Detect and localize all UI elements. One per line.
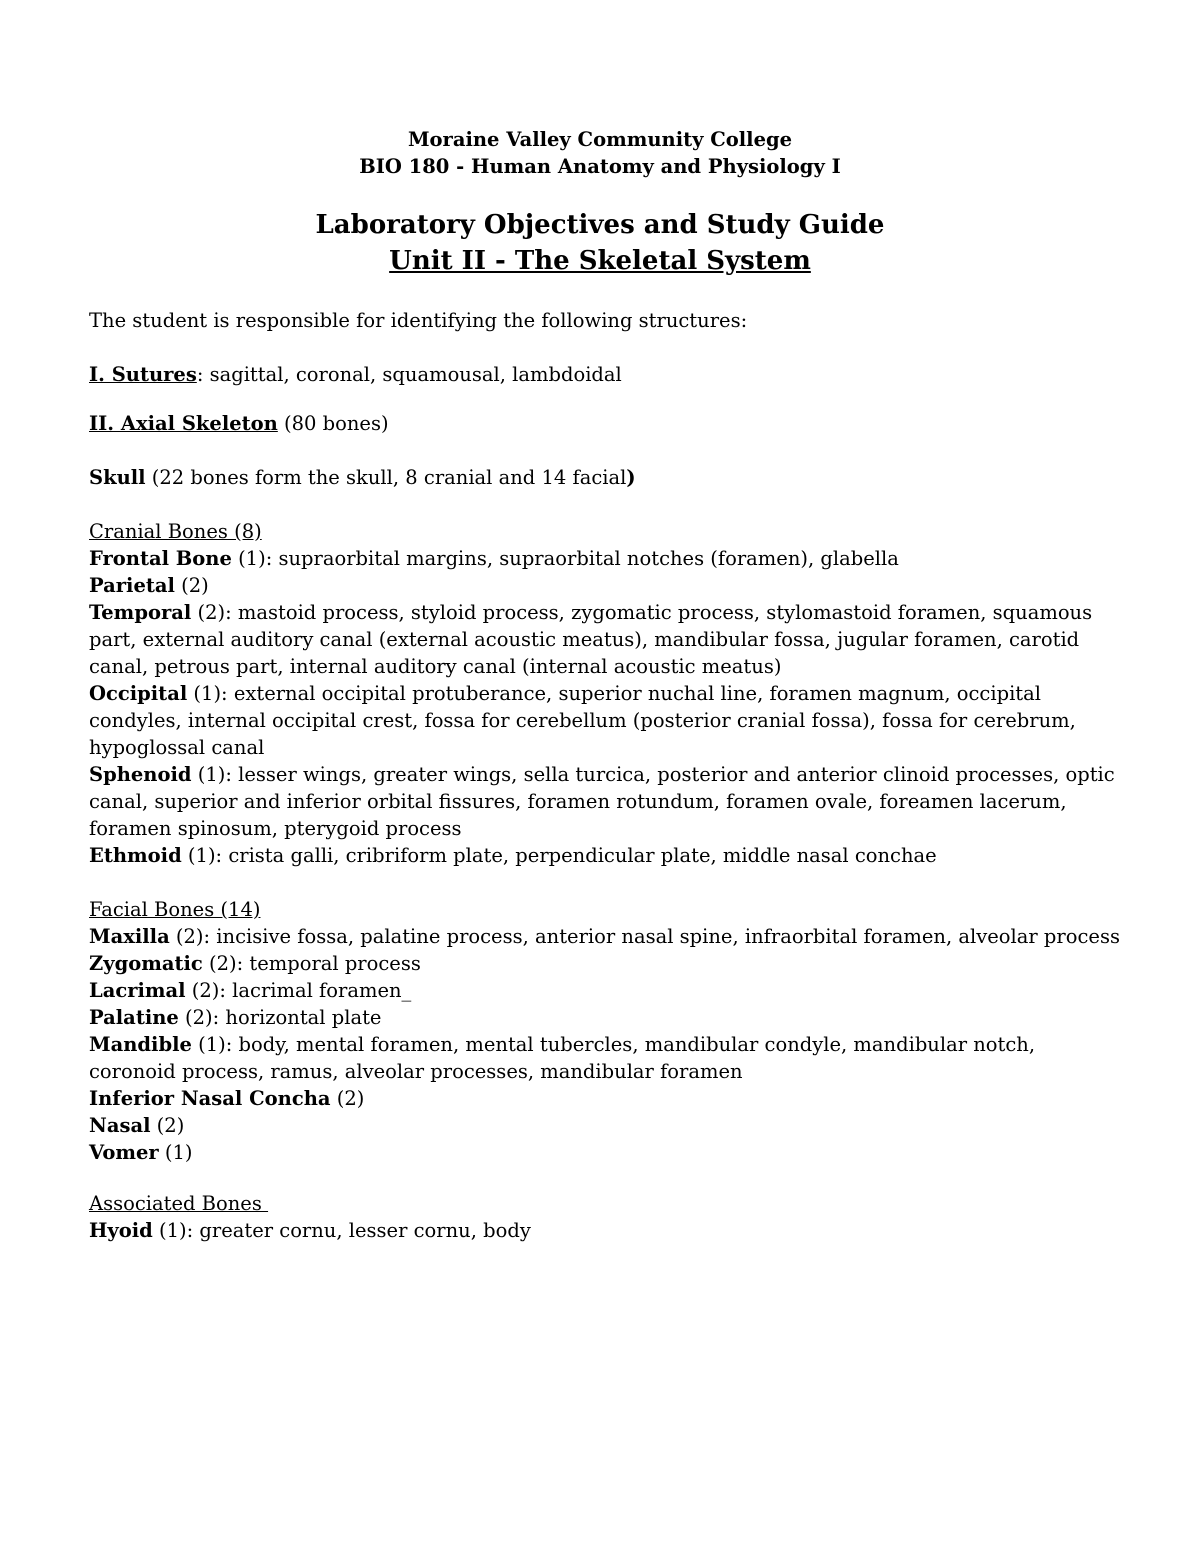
associated-bones-heading: Associated Bones bbox=[89, 1192, 269, 1215]
nasal-text: (2) bbox=[150, 1114, 185, 1137]
temporal-line-3: canal, petrous part, internal auditory canal (internal acoustic meatus) bbox=[89, 655, 782, 678]
vomer-line bbox=[89, 1139, 193, 1166]
facial-bones-heading: Facial Bones (14) bbox=[89, 898, 261, 921]
sphenoid-line-3: foramen spinosum, pterygoid process bbox=[89, 817, 462, 840]
occipital-line-1 bbox=[89, 680, 1041, 707]
sphenoid-text-1: (1): lesser wings, greater wings, sella turcica, posterior and anterior clinoid processes, optic bbox=[191, 763, 1115, 786]
skull-line bbox=[89, 464, 636, 491]
inferior-nasal-concha-name: Inferior Nasal Concha bbox=[89, 1087, 331, 1110]
mandible-name: Mandible bbox=[89, 1033, 192, 1056]
ethmoid-line bbox=[89, 842, 937, 869]
unit-title: Unit II - The Skeletal System bbox=[389, 246, 811, 276]
occipital-line-3: hypoglossal canal bbox=[89, 736, 265, 759]
parietal-text: (2) bbox=[174, 574, 209, 597]
palatine-name: Palatine bbox=[89, 1006, 179, 1029]
ethmoid-text: (1): crista galli, cribriform plate, perpendicular plate, middle nasal conchae bbox=[181, 844, 937, 867]
inferior-nasal-concha-line bbox=[89, 1085, 364, 1112]
temporal-name: Temporal bbox=[89, 601, 192, 624]
inferior-nasal-concha-text: (2) bbox=[330, 1087, 365, 1110]
sutures-line bbox=[89, 361, 622, 388]
occipital-name: Occipital bbox=[89, 682, 188, 705]
skull-label: Skull bbox=[89, 466, 146, 489]
lacrimal-line bbox=[89, 977, 411, 1004]
axial-skeleton-line bbox=[89, 410, 389, 437]
cranial-bones-heading: Cranial Bones (8) bbox=[89, 520, 262, 543]
sphenoid-line-1 bbox=[89, 761, 1115, 788]
parietal-line bbox=[89, 572, 209, 599]
frontal-bone-name: Frontal Bone bbox=[89, 547, 232, 570]
skull-close-paren: ) bbox=[626, 466, 636, 489]
palatine-text: (2): horizontal plate bbox=[178, 1006, 382, 1029]
lacrimal-text: (2): lacrimal foramen_ bbox=[185, 979, 412, 1002]
axial-skeleton-text: (80 bones) bbox=[277, 412, 389, 435]
hyoid-name: Hyoid bbox=[89, 1219, 153, 1242]
sphenoid-name: Sphenoid bbox=[89, 763, 192, 786]
course-title: BIO 180 - Human Anatomy and Physiology I bbox=[359, 155, 841, 178]
sutures-text: : sagittal, coronal, squamousal, lambdoidal bbox=[196, 363, 622, 386]
maxilla-name: Maxilla bbox=[89, 925, 170, 948]
axial-skeleton-label: II. Axial Skeleton bbox=[89, 412, 278, 435]
occipital-text-1: (1): external occipital protuberance, superior nuchal line, foramen magnum, occipital bbox=[187, 682, 1042, 705]
zygomatic-name: Zygomatic bbox=[89, 952, 203, 975]
temporal-line-2: part, external auditory canal (external acoustic meatus), mandibular fossa, jugular foramen, carotid bbox=[89, 628, 1080, 651]
frontal-bone-text: (1): supraorbital margins, supraorbital notches (foramen), glabella bbox=[231, 547, 899, 570]
occipital-line-2: condyles, internal occipital crest, fossa for cerebellum (posterior cranial fossa), fossa for cerebrum, bbox=[89, 709, 1076, 732]
palatine-line bbox=[89, 1004, 381, 1031]
sphenoid-line-2: canal, superior and inferior orbital fissures, foramen rotundum, foramen ovale, foreamen lacerum, bbox=[89, 790, 1067, 813]
vomer-name: Vomer bbox=[89, 1141, 159, 1164]
sutures-label: I. Sutures bbox=[89, 363, 197, 386]
intro-text: The student is responsible for identifying the following structures: bbox=[89, 309, 748, 332]
zygomatic-line bbox=[89, 950, 421, 977]
mandible-text-1: (1): body, mental foramen, mental tubercles, mandibular condyle, mandibular notch, bbox=[191, 1033, 1036, 1056]
mandible-line-2: coronoid process, ramus, alveolar processes, mandibular foramen bbox=[89, 1060, 743, 1083]
hyoid-text: (1): greater cornu, lesser cornu, body bbox=[152, 1219, 531, 1242]
vomer-text: (1) bbox=[158, 1141, 193, 1164]
document-title: Laboratory Objectives and Study Guide bbox=[315, 210, 885, 240]
mandible-line-1 bbox=[89, 1031, 1035, 1058]
frontal-bone-line bbox=[89, 545, 899, 572]
parietal-name: Parietal bbox=[89, 574, 175, 597]
lacrimal-name: Lacrimal bbox=[89, 979, 186, 1002]
hyoid-line bbox=[89, 1217, 531, 1244]
temporal-text-1: (2): mastoid process, styloid process, zygomatic process, stylomastoid foramen, squamous bbox=[191, 601, 1093, 624]
skull-text: (22 bones form the skull, 8 cranial and 14 facial bbox=[145, 466, 627, 489]
temporal-line-1 bbox=[89, 599, 1092, 626]
maxilla-line bbox=[89, 923, 1120, 950]
college-name: Moraine Valley Community College bbox=[407, 128, 793, 151]
ethmoid-name: Ethmoid bbox=[89, 844, 182, 867]
maxilla-text: (2): incisive fossa, palatine process, anterior nasal spine, infraorbital foramen, alveolar process bbox=[169, 925, 1120, 948]
nasal-name: Nasal bbox=[89, 1114, 151, 1137]
nasal-line bbox=[89, 1112, 184, 1139]
zygomatic-text: (2): temporal process bbox=[202, 952, 421, 975]
